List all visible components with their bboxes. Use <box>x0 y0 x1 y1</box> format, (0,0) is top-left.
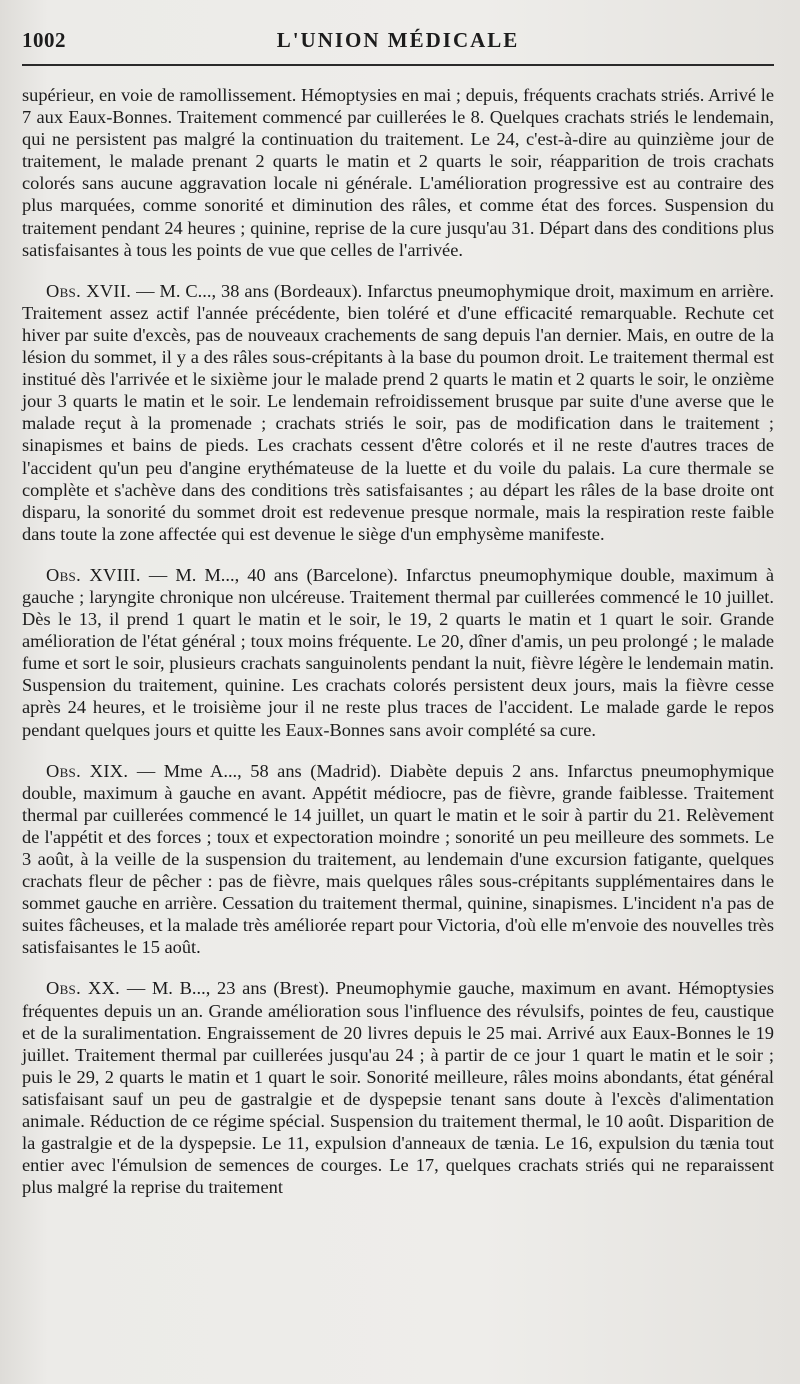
paragraph-obs-20 <box>22 977 774 1198</box>
observation-label: Obs. XX. <box>46 978 121 999</box>
header-rule <box>22 64 774 66</box>
running-title: L'UNION MÉDICALE <box>276 28 520 52</box>
paragraph-text: — Mme A..., 58 ans (Madrid). Diabète depuis 2 ans. Infarctus pneumophymique double, maximum à gauche en avant. Appétit médiocre, pas de fièvre, grande faiblesse. Traitement thermal par cuillerées commencé le 14 juillet, un quart le matin et le soir à partir du 21. Relèvement de l'appétit et des forces ; toux et expectoration moindre ; sonorité un peu meilleure des sommets. Le 3 août, à la veille de la suspension du traitement, au lendemain d'une excursion fatigante, quelques crachats fleur de pêcher : pas de fièvre, mais quelques râles sous-crépitants supplémentaires dans le sommet gauche en arrière. Cessation du traitement thermal, quinine, sinapismes. L'incident n'a pas de suites fâcheuses, et la malade très améliorée repart pour Victoria, d'où elle m'envoie des nouvelles très satisfaisantes le 15 août. <box>22 760 774 958</box>
paragraph-obs-18 <box>22 564 774 741</box>
paragraph-obs-19 <box>22 760 774 959</box>
observation-label: Obs. XVII. <box>46 280 132 301</box>
paragraph-text: — M. M..., 40 ans (Barcelone). Infarctus pneumophymique double, maximum à gauche ; laryngite chronique non ulcéreuse. Traitement thermal par cuillerées commencé le 10 juillet. Dès le 13, il prend 1 quart le matin et le soir, le 19, 2 quarts le matin et 1 quart le soir. Grande amélioration de l'état général ; toux moins fréquente. Le 20, dîner d'amis, un peu prolongé ; le malade fume et sort le soir, plusieurs crachats sanguinolents pendant la nuit, fièvre légère le lendemain matin. Suspension du traitement, quinine. Les crachats colorés persistent deux jours, mais la fièvre cesse après 24 heures, et le troisième jour il ne reste plus traces de l'accident. Le malade garde le repos pendant quelques jours et quitte les Eaux-Bonnes sans avoir complété sa cure. <box>22 564 774 740</box>
article-body <box>22 84 774 1198</box>
paragraph-text: — M. C..., 38 ans (Bordeaux). Infarctus pneumophymique droit, maximum en arrière. Traitement assez actif l'année précédente, bien toléré et d'une efficacité remarquable. Rechute cet hiver par suite d'excès, pas de nouveaux crachements de sang depuis l'an dernier. Mais, en outre de la lésion du sommet, il y a des râles sous-crépitants à la base du poumon droit. Le traitement thermal est institué dès l'arrivée et le sixième jour le malade prend 2 quarts le matin et 2 quarts le soir, le onzième jour 3 quarts le matin et le soir. Le lendemain refroidissement brusque par suite d'une averse que le malade reçut à la promenade ; crachats striés le soir, pas de modification dans le traitement ; sinapismes et bains de pieds. Les crachats cessent d'être colorés et il ne reste d'autres traces de l'accident qu'un peu d'angine erythémateuse de la luette et du voile du palais. La cure thermale se complète et s'achève dans des conditions très satisfaisantes ; au départ les râles de la base droite ont disparu, la sonorité du sommet droit est redevenue presque normale, mais la respiration reste faible dans toute la zone affectée qui est devenue le siège d'un emphysème manifeste. <box>22 280 774 544</box>
paragraph-continuation <box>22 84 774 261</box>
observation-label: Obs. XVIII. <box>46 564 141 585</box>
observation-label: Obs. XIX. <box>46 760 129 781</box>
paragraph-obs-17 <box>22 280 774 545</box>
paragraph-text: supérieur, en voie de ramollissement. Hémoptysies en mai ; depuis, fréquents crachats striés. Arrivé le 7 aux Eaux-Bonnes. Traitement commencé par cuillerées le 8. Quelques crachats striés le lendemain, qui ne persistent pas malgré la continuation du traitement. Le 24, c'est-à-dire au quinzième jour de traitement, le malade prenant 2 quarts le matin et 2 quarts le soir, réapparition de trois crachats colorés sans aucune aggravation locale ni générale. L'amélioration progressive est au contraire des plus marquées, comme sonorité et diminution des râles, et comme état des forces. Suspension du traitement pendant 24 heures ; quinine, reprise de la cure jusqu'au 31. Départ dans des conditions plus satisfaisantes à tous les points de vue que celles de l'arrivée. <box>22 85 774 260</box>
page-header <box>22 26 774 60</box>
paragraph-text: — M. B..., 23 ans (Brest). Pneumophymie gauche, maximum en avant. Hémoptysies fréquentes depuis un an. Grande amélioration sous l'influence des révulsifs, pointes de feu, caustique et de la suralimentation. Engraissement de 20 livres depuis le 25 mai. Arrivé aux Eaux-Bonnes le 19 juillet. Traitement thermal par cuillerées jusqu'au 24 ; à partir de ce jour 1 quart le matin et le soir ; puis le 29, 2 quarts le matin et 1 quart le soir. Sonorité meilleure, râles moins abondants, état général satisfaisant sauf un peu de gastralgie et de dyspepsie tenant sans doute à l'excès d'alimentation animale. Réduction de ce régime spécial. Suspension du traitement thermal, le 10 août. Disparition de la gastralgie et de la dyspepsie. Le 11, expulsion d'anneaux de tænia. Le 16, expulsion du tænia tout entier avec l'émulsion de semences de courges. Le 17, quelques crachats striés qui ne reparaissent plus malgré la reprise du traitement <box>22 978 774 1198</box>
page-number: 1002 <box>22 28 66 52</box>
